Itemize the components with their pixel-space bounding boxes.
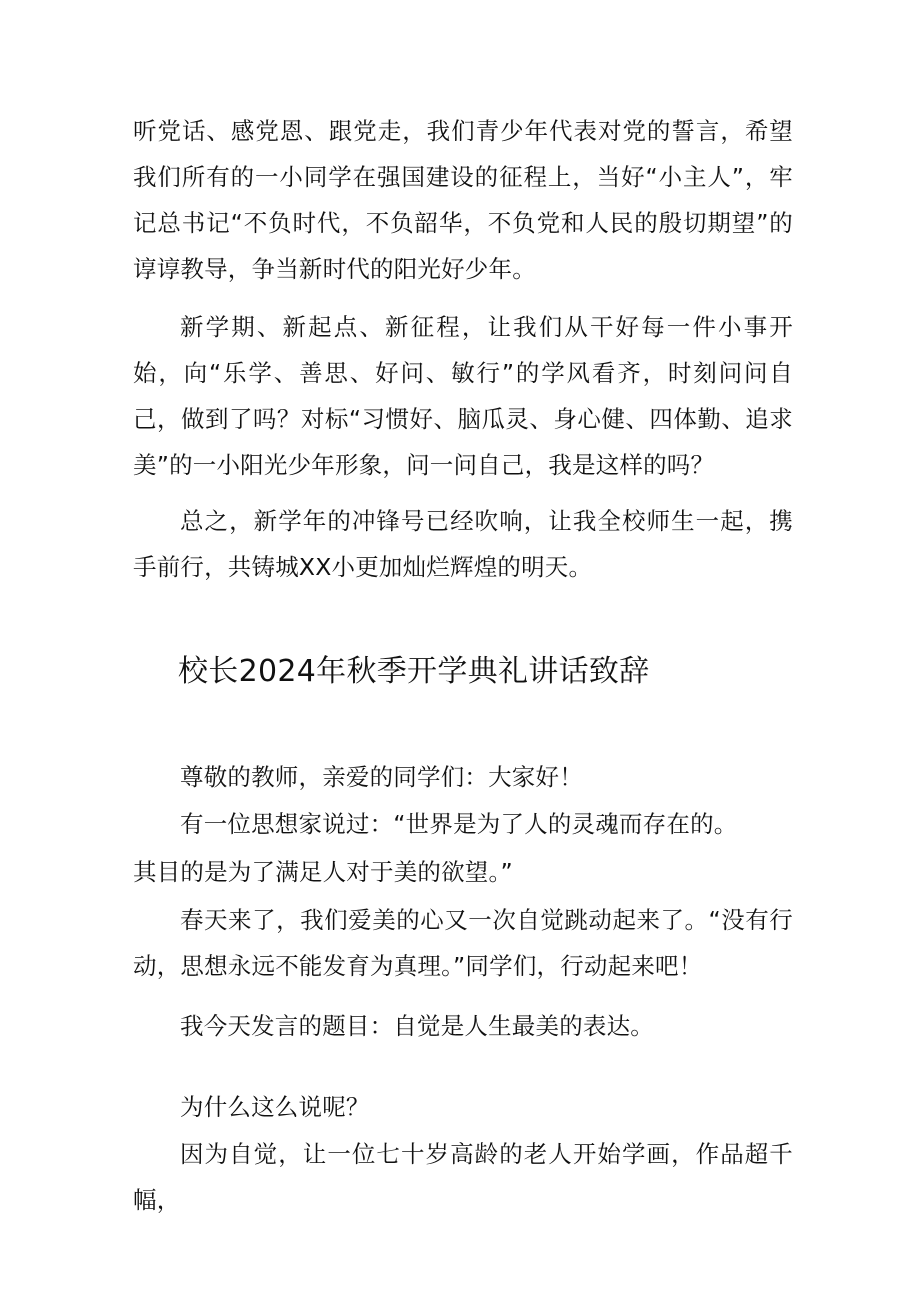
paragraph-elderly-example: 因为自觉，让一位七十岁高龄的老人开始学画，作品超千幅， <box>133 1140 793 1214</box>
paragraph-topic: 我今天发言的题目：自觉是人生最美的表达。 <box>180 1012 654 1040</box>
paragraph-conclusion: 总之，新学年的冲锋号已经吹响，让我全校师生一起，携手前行，共铸城XX小更加灿烂辉煌的明天。 <box>133 507 793 581</box>
paragraph-greeting: 尊敬的教师，亲爱的同学们：大家好！ <box>180 763 583 791</box>
paragraph-question: 为什么这么说呢？ <box>180 1093 370 1121</box>
paragraph-quote-start: 有一位思想家说过：“世界是为了人的灵魂而存在的。 <box>180 810 738 838</box>
speech-title: 校长2024年秋季开学典礼讲话致辞 <box>178 654 650 689</box>
paragraph-spring: 春天来了，我们爱美的心又一次自觉跳动起来了。“没有行动，思想永远不能发育为真理。”同学们，行动起来吧！ <box>133 906 793 980</box>
paragraph-pledge: 听党话、感党恩、跟党走，我们青少年代表对党的誓言，希望我们所有的一小同学在强国建设的征程上，当好“小主人”，牢记总书记“不负时代，不负韶华，不负党和人民的殷切期望”的谆谆教导，争当新时代的阳光好少年。 <box>133 117 793 283</box>
paragraph-quote-end: 其目的是为了满足人对于美的欲望。” <box>133 858 513 886</box>
paragraph-new-semester: 新学期、新起点、新征程，让我们从干好每一件小事开始，向“乐学、善思、好问、敏行”的学风看齐，时刻问问自己，做到了吗？对标“习惯好、脑瓜灵、身心健、四体勤、追求美”的一小阳光少年形象，问一问自己，我是这样的吗？ <box>133 313 793 479</box>
